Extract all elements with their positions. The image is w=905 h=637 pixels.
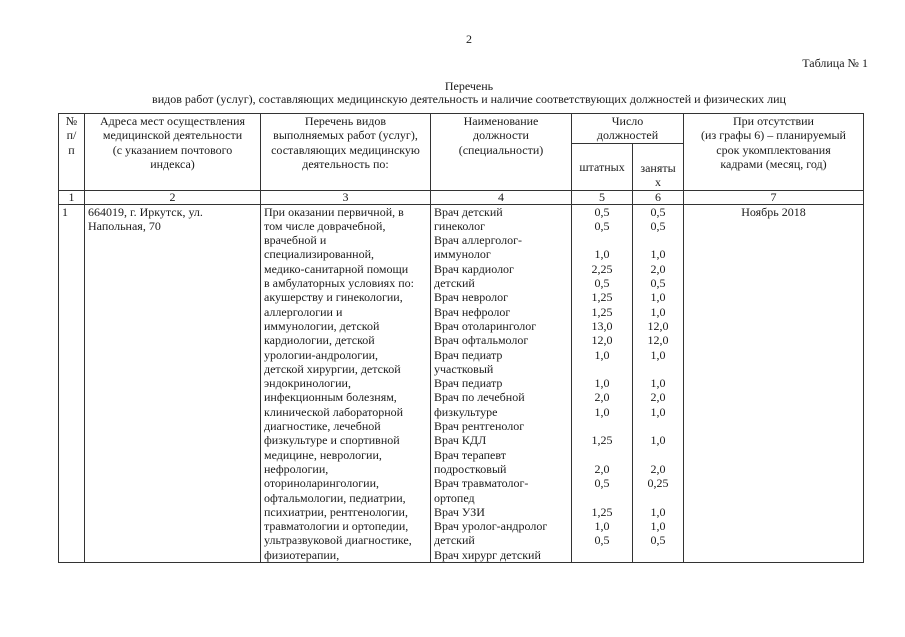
position-line: Врач по лечебной	[434, 390, 525, 405]
column-number: 1	[59, 190, 85, 204]
header-line: должностей	[596, 128, 659, 143]
staff-value: 0,5	[594, 533, 610, 548]
address-line: 664019, г. Иркутск, ул.	[88, 204, 203, 219]
position-line: Врач рентгенолог	[434, 419, 525, 434]
header-line: №	[65, 114, 78, 128]
position-line: Врач КДЛ	[434, 433, 487, 448]
service-line: том числе доврачебной,	[264, 218, 386, 233]
service-line: урологии-андрологии,	[264, 347, 379, 362]
column-numbers-row	[59, 190, 864, 204]
position-line: Врач педиатр	[434, 376, 503, 391]
staff-value: 2,0	[594, 390, 610, 405]
header-line: Число	[611, 114, 644, 128]
staff-value: 2,0	[594, 461, 610, 476]
table-row	[59, 204, 864, 562]
header-line: Адреса мест осуществления	[99, 114, 246, 128]
occupied-value: 1,0	[650, 290, 666, 305]
occupied-value: 0,5	[650, 204, 666, 219]
occupied-value: 2,0	[650, 261, 666, 276]
row-occupied	[633, 204, 684, 562]
service-line: в амбулаторных условиях по:	[264, 276, 414, 291]
service-line: клинической лабораторной	[264, 404, 404, 419]
occupied-value: 1,0	[650, 347, 666, 362]
row-address	[85, 204, 261, 562]
title-line-2: видов работ (услуг), составляющих медицинскую деятельность и наличие соответствующих должностей и физических лиц	[152, 92, 786, 106]
position-line: Врач отоларинголог	[434, 318, 537, 333]
service-line: кардиологии, детской	[264, 333, 375, 348]
staff-value: 1,0	[594, 404, 610, 419]
page-number: 2	[466, 32, 472, 46]
occupied-value	[636, 419, 680, 433]
occupied-value: 1,0	[650, 433, 666, 448]
service-line: оториноларингологии,	[264, 476, 379, 491]
occupied-value: 12,0	[647, 333, 669, 348]
occupied-value: 1,0	[650, 404, 666, 419]
service-line: нефрологии,	[264, 461, 329, 476]
staff-value	[575, 448, 629, 462]
service-line: офтальмологии, педиатрии,	[264, 490, 406, 505]
staff-value	[575, 491, 629, 505]
occupied-value: 0,5	[650, 276, 666, 291]
service-line: эндокринологии,	[264, 376, 351, 391]
header-services	[261, 114, 431, 191]
service-line: инфекционным болезням,	[264, 390, 397, 405]
occupied-value	[636, 448, 680, 462]
header-line: х	[655, 175, 661, 190]
header-line: (специальности)	[458, 142, 544, 157]
service-line: специализированной,	[264, 247, 375, 262]
row-planned-date: Ноябрь 2018	[684, 204, 864, 562]
service-line: физиотерапии,	[264, 547, 340, 562]
service-line: При оказании первичной, в	[264, 204, 404, 219]
occupied-value	[636, 548, 680, 562]
position-line: подростковый	[434, 461, 507, 476]
occupied-value: 12,0	[647, 318, 669, 333]
service-line: травматологии и ортопедии,	[264, 519, 409, 534]
column-number: 4	[431, 190, 572, 204]
address-line: Напольная, 70	[88, 218, 161, 233]
row-staff	[572, 204, 633, 562]
staff-value	[575, 233, 629, 247]
position-line: Врач аллерголог-	[434, 233, 522, 248]
staff-value: 13,0	[591, 318, 613, 333]
occupied-value: 2,0	[650, 461, 666, 476]
header-line: п	[68, 142, 75, 157]
row-number: 1	[59, 204, 85, 562]
staff-value: 0,5	[594, 218, 610, 233]
staff-value: 1,25	[591, 290, 613, 305]
header-number	[59, 114, 85, 191]
header-line: должности	[473, 128, 529, 143]
header-planned-date	[684, 114, 864, 191]
position-line: иммунолог	[434, 247, 491, 262]
header-line: индекса)	[150, 156, 195, 171]
position-line: Врач педиатр	[434, 347, 503, 362]
position-line: Врач офтальмолог	[434, 333, 529, 348]
header-line: медицинской деятельности	[102, 128, 243, 143]
position-line: Врач детский	[434, 204, 503, 219]
position-line: детский	[434, 276, 475, 291]
column-number: 6	[633, 190, 684, 204]
header-line: составляющих медицинскую	[271, 142, 420, 157]
header-staff: штатных	[572, 144, 633, 191]
document-title	[0, 80, 905, 106]
row-positions	[431, 204, 572, 562]
position-line: ортопед	[434, 490, 475, 505]
header-line: При отсутствии	[733, 114, 814, 128]
position-line: гинеколог	[434, 218, 486, 233]
staff-value: 1,0	[594, 376, 610, 391]
staff-value: 0,5	[594, 476, 610, 491]
occupied-value: 0,5	[650, 533, 666, 548]
service-line: медико-санитарной помощи	[264, 261, 409, 276]
staff-value: 0,5	[594, 276, 610, 291]
column-number: 3	[261, 190, 431, 204]
occupied-value: 0,5	[650, 218, 666, 233]
staff-value: 0,5	[594, 204, 610, 219]
header-occupied	[633, 144, 684, 191]
service-line: физкультуре и спортивной	[264, 433, 400, 448]
position-line: Врач кардиолог	[434, 261, 514, 276]
header-address	[85, 114, 261, 191]
staff-value	[575, 419, 629, 433]
header-line: срок укомплектования	[716, 142, 831, 157]
staff-value: 1,25	[591, 433, 613, 448]
position-line: участковый	[434, 361, 494, 376]
staff-value: 1,25	[591, 304, 613, 319]
header-line: Наименование	[463, 114, 539, 128]
service-line: психиатрии, рентгенологии,	[264, 504, 408, 519]
service-line: врачебной и	[264, 233, 327, 248]
position-line: Врач уролог-андролог	[434, 519, 548, 534]
header-line: Перечень видов	[304, 114, 387, 128]
header-line: п/	[66, 128, 77, 143]
service-line: ультразвуковой диагностике,	[264, 533, 412, 548]
table-label: Таблица № 1	[802, 56, 868, 70]
occupied-value: 0,25	[647, 476, 669, 491]
title-line-1: Перечень	[444, 79, 494, 93]
header-line: кадрами (месяц, год)	[720, 156, 827, 171]
occupied-value: 1,0	[650, 376, 666, 391]
service-line: иммунологии, детской	[264, 318, 380, 333]
staff-value: 2,25	[591, 261, 613, 276]
occupied-value: 1,0	[650, 504, 666, 519]
occupied-value: 1,0	[650, 519, 666, 534]
occupied-value: 2,0	[650, 390, 666, 405]
column-number: 7	[684, 190, 864, 204]
staff-value	[575, 548, 629, 562]
header-row-1	[59, 114, 864, 144]
header-line: заняты	[640, 161, 676, 175]
staff-value	[575, 362, 629, 376]
position-line: Врач невролог	[434, 290, 509, 305]
staff-value: 12,0	[591, 333, 613, 348]
occupied-value	[636, 362, 680, 376]
row-services	[261, 204, 431, 562]
staff-value: 1,0	[594, 519, 610, 534]
occupied-value: 1,0	[650, 304, 666, 319]
position-line: Врач травматолог-	[434, 476, 529, 491]
occupied-value	[636, 233, 680, 247]
header-position	[431, 114, 572, 191]
header-line: (из графы 6) – планируемый	[701, 128, 846, 143]
staff-value: 1,25	[591, 504, 613, 519]
staff-value: 1,0	[594, 247, 610, 262]
service-line: медицине, неврологии,	[264, 447, 382, 462]
header-line: выполняемых работ (услуг),	[273, 128, 418, 143]
position-line: Врач нефролог	[434, 304, 511, 319]
services-table	[58, 113, 864, 563]
position-line: детский	[434, 533, 475, 548]
service-line: аллергологии и	[264, 304, 343, 319]
service-line: акушерству и гинекологии,	[264, 290, 403, 305]
service-line: диагностике, лечебной	[264, 419, 381, 434]
occupied-value: 1,0	[650, 247, 666, 262]
header-line: (с указанием почтового	[112, 142, 233, 157]
column-number: 5	[572, 190, 633, 204]
staff-value: 1,0	[594, 347, 610, 362]
position-line: Врач терапевт	[434, 447, 506, 462]
position-line: Врач УЗИ	[434, 504, 485, 519]
occupied-value	[636, 491, 680, 505]
service-line: детской хирургии, детской	[264, 361, 401, 376]
header-positions-count	[572, 114, 684, 144]
position-line: Врач хирург детский	[434, 547, 541, 562]
column-number: 2	[85, 190, 261, 204]
header-line: деятельность по:	[302, 156, 389, 171]
position-line: физкультуре	[434, 404, 498, 419]
